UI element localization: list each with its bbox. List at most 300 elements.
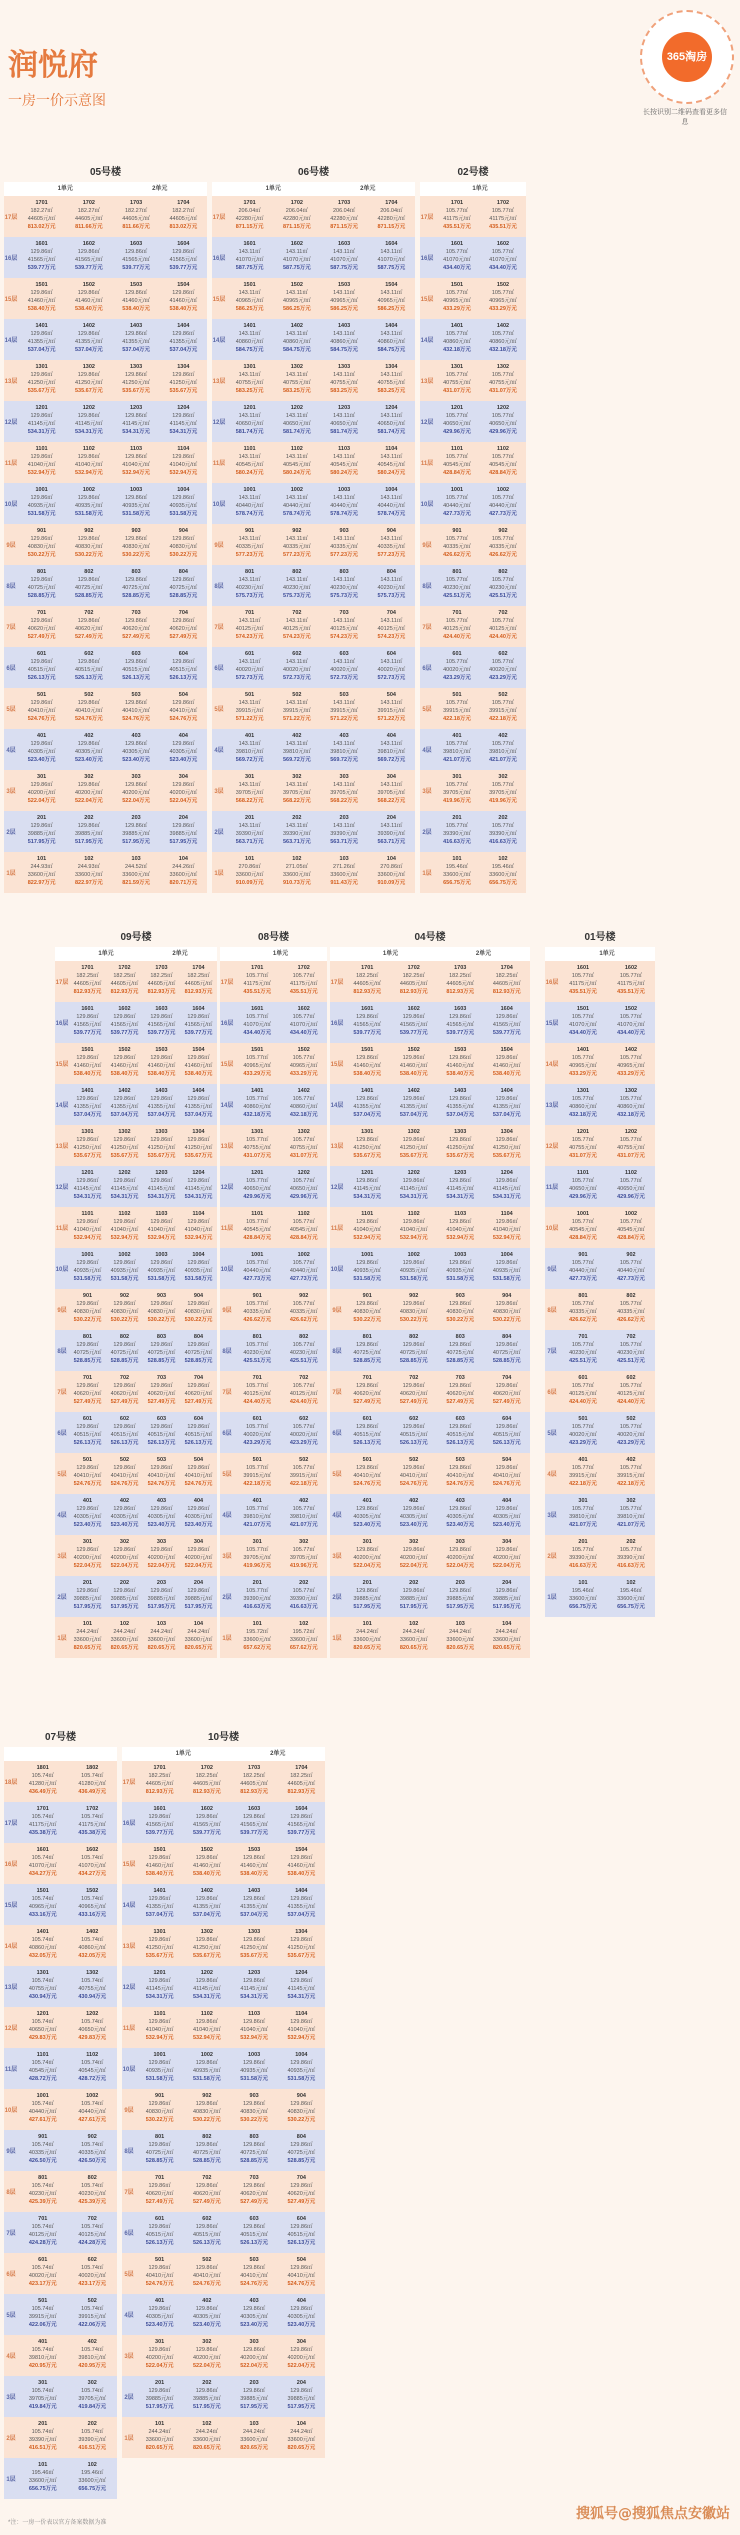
- unit-cell[interactable]: [143, 1166, 180, 1207]
- unit-cell[interactable]: [226, 483, 273, 524]
- unit-cell[interactable]: [281, 1125, 328, 1166]
- unit-cell[interactable]: [143, 1412, 180, 1453]
- unit-cell[interactable]: [480, 442, 526, 483]
- unit-cell[interactable]: [434, 606, 480, 647]
- unit-cell[interactable]: [226, 688, 273, 729]
- unit-cell[interactable]: [180, 1207, 217, 1248]
- unit-cell[interactable]: [69, 1453, 106, 1494]
- unit-cell[interactable]: [281, 1289, 328, 1330]
- unit-cell[interactable]: [113, 237, 160, 278]
- unit-cell[interactable]: [136, 2048, 183, 2089]
- unit-cell[interactable]: [484, 1453, 531, 1494]
- unit-cell[interactable]: [69, 1084, 106, 1125]
- unit-cell[interactable]: [484, 1125, 531, 1166]
- unit-cell[interactable]: [484, 1535, 531, 1576]
- unit-cell[interactable]: [234, 1576, 281, 1617]
- unit-cell[interactable]: [160, 647, 207, 688]
- unit-cell[interactable]: [106, 1289, 143, 1330]
- unit-cell[interactable]: [143, 1002, 180, 1043]
- unit-cell[interactable]: [18, 770, 65, 811]
- unit-cell[interactable]: [321, 360, 368, 401]
- unit-cell[interactable]: [273, 278, 320, 319]
- unit-cell[interactable]: [344, 1330, 391, 1371]
- unit-cell[interactable]: [234, 1084, 281, 1125]
- unit-cell[interactable]: [281, 1248, 328, 1289]
- unit-cell[interactable]: [321, 483, 368, 524]
- unit-cell[interactable]: [559, 1043, 607, 1084]
- unit-cell[interactable]: [559, 1084, 607, 1125]
- unit-cell[interactable]: [273, 524, 320, 565]
- unit-cell[interactable]: [344, 1371, 391, 1412]
- unit-cell[interactable]: [437, 1453, 484, 1494]
- unit-cell[interactable]: [68, 2212, 118, 2253]
- unit-cell[interactable]: [226, 770, 273, 811]
- unit-cell[interactable]: [321, 647, 368, 688]
- unit-cell[interactable]: [559, 1371, 607, 1412]
- unit-cell[interactable]: [391, 1002, 438, 1043]
- unit-cell[interactable]: [434, 278, 480, 319]
- unit-cell[interactable]: [231, 2089, 278, 2130]
- unit-cell[interactable]: [106, 1412, 143, 1453]
- unit-cell[interactable]: [344, 961, 391, 1002]
- unit-cell[interactable]: [65, 852, 112, 893]
- unit-cell[interactable]: [65, 688, 112, 729]
- unit-cell[interactable]: [68, 2007, 118, 2048]
- unit-cell[interactable]: [344, 1084, 391, 1125]
- unit-cell[interactable]: [480, 852, 526, 893]
- unit-cell[interactable]: [18, 852, 65, 893]
- unit-cell[interactable]: [434, 442, 480, 483]
- unit-cell[interactable]: [160, 565, 207, 606]
- unit-cell[interactable]: [278, 2171, 325, 2212]
- unit-cell[interactable]: [321, 852, 368, 893]
- unit-cell[interactable]: [18, 2335, 68, 2376]
- unit-cell[interactable]: [391, 1453, 438, 1494]
- unit-cell[interactable]: [391, 1330, 438, 1371]
- unit-cell[interactable]: [273, 401, 320, 442]
- unit-cell[interactable]: [136, 1966, 183, 2007]
- unit-cell[interactable]: [231, 2212, 278, 2253]
- unit-cell[interactable]: [278, 2130, 325, 2171]
- unit-cell[interactable]: [68, 2335, 118, 2376]
- unit-cell[interactable]: [183, 2171, 230, 2212]
- unit-cell[interactable]: [434, 729, 480, 770]
- unit-cell[interactable]: [368, 729, 415, 770]
- unit-cell[interactable]: [278, 1802, 325, 1843]
- unit-cell[interactable]: [180, 1576, 217, 1617]
- unit-cell[interactable]: [273, 442, 320, 483]
- unit-cell[interactable]: [160, 196, 207, 237]
- unit-cell[interactable]: [226, 852, 273, 893]
- unit-cell[interactable]: [437, 1002, 484, 1043]
- unit-cell[interactable]: [368, 442, 415, 483]
- unit-cell[interactable]: [69, 1207, 106, 1248]
- unit-cell[interactable]: [234, 1002, 281, 1043]
- unit-cell[interactable]: [18, 196, 65, 237]
- unit-cell[interactable]: [226, 196, 273, 237]
- qr-code[interactable]: [640, 10, 730, 128]
- unit-cell[interactable]: [69, 1371, 106, 1412]
- unit-cell[interactable]: [273, 360, 320, 401]
- unit-cell[interactable]: [391, 1207, 438, 1248]
- unit-cell[interactable]: [18, 647, 65, 688]
- unit-cell[interactable]: [143, 1617, 180, 1658]
- unit-cell[interactable]: [234, 1166, 281, 1207]
- unit-cell[interactable]: [344, 1207, 391, 1248]
- unit-cell[interactable]: [226, 729, 273, 770]
- unit-cell[interactable]: [106, 1166, 143, 1207]
- unit-cell[interactable]: [65, 770, 112, 811]
- unit-cell[interactable]: [273, 196, 320, 237]
- unit-cell[interactable]: [368, 524, 415, 565]
- unit-cell[interactable]: [559, 1289, 607, 1330]
- unit-cell[interactable]: [607, 1412, 655, 1453]
- unit-cell[interactable]: [321, 319, 368, 360]
- unit-cell[interactable]: [434, 647, 480, 688]
- unit-cell[interactable]: [480, 278, 526, 319]
- unit-cell[interactable]: [113, 770, 160, 811]
- unit-cell[interactable]: [273, 729, 320, 770]
- unit-cell[interactable]: [113, 852, 160, 893]
- unit-cell[interactable]: [234, 1453, 281, 1494]
- unit-cell[interactable]: [106, 1371, 143, 1412]
- unit-cell[interactable]: [480, 196, 526, 237]
- unit-cell[interactable]: [484, 961, 531, 1002]
- unit-cell[interactable]: [69, 1576, 106, 1617]
- unit-cell[interactable]: [281, 1453, 328, 1494]
- unit-cell[interactable]: [607, 1248, 655, 1289]
- unit-cell[interactable]: [321, 401, 368, 442]
- unit-cell[interactable]: [136, 2376, 183, 2417]
- unit-cell[interactable]: [160, 688, 207, 729]
- unit-cell[interactable]: [180, 1084, 217, 1125]
- unit-cell[interactable]: [281, 1084, 328, 1125]
- unit-cell[interactable]: [231, 2253, 278, 2294]
- unit-cell[interactable]: [143, 1453, 180, 1494]
- unit-cell[interactable]: [106, 1002, 143, 1043]
- unit-cell[interactable]: [273, 237, 320, 278]
- unit-cell[interactable]: [437, 1084, 484, 1125]
- unit-cell[interactable]: [278, 1884, 325, 1925]
- unit-cell[interactable]: [368, 565, 415, 606]
- unit-cell[interactable]: [480, 688, 526, 729]
- unit-cell[interactable]: [160, 852, 207, 893]
- unit-cell[interactable]: [136, 2253, 183, 2294]
- unit-cell[interactable]: [434, 237, 480, 278]
- unit-cell[interactable]: [136, 2417, 183, 2458]
- unit-cell[interactable]: [106, 961, 143, 1002]
- unit-cell[interactable]: [18, 2007, 68, 2048]
- unit-cell[interactable]: [231, 1802, 278, 1843]
- unit-cell[interactable]: [65, 729, 112, 770]
- unit-cell[interactable]: [480, 606, 526, 647]
- unit-cell[interactable]: [160, 319, 207, 360]
- unit-cell[interactable]: [368, 852, 415, 893]
- unit-cell[interactable]: [113, 360, 160, 401]
- unit-cell[interactable]: [484, 1330, 531, 1371]
- unit-cell[interactable]: [136, 2294, 183, 2335]
- unit-cell[interactable]: [484, 1002, 531, 1043]
- unit-cell[interactable]: [278, 2048, 325, 2089]
- unit-cell[interactable]: [391, 1371, 438, 1412]
- unit-cell[interactable]: [281, 1371, 328, 1412]
- unit-cell[interactable]: [180, 1330, 217, 1371]
- unit-cell[interactable]: [559, 1535, 607, 1576]
- unit-cell[interactable]: [183, 1966, 230, 2007]
- unit-cell[interactable]: [484, 1166, 531, 1207]
- unit-cell[interactable]: [231, 1761, 278, 1802]
- unit-cell[interactable]: [106, 1617, 143, 1658]
- unit-cell[interactable]: [368, 606, 415, 647]
- unit-cell[interactable]: [69, 1412, 106, 1453]
- unit-cell[interactable]: [69, 1248, 106, 1289]
- unit-cell[interactable]: [368, 401, 415, 442]
- unit-cell[interactable]: [18, 2048, 68, 2089]
- unit-cell[interactable]: [607, 1002, 655, 1043]
- unit-cell[interactable]: [69, 1043, 106, 1084]
- unit-cell[interactable]: [344, 1494, 391, 1535]
- unit-cell[interactable]: [434, 483, 480, 524]
- unit-cell[interactable]: [281, 1617, 328, 1658]
- unit-cell[interactable]: [484, 1617, 531, 1658]
- unit-cell[interactable]: [368, 688, 415, 729]
- unit-cell[interactable]: [368, 811, 415, 852]
- unit-cell[interactable]: [278, 2253, 325, 2294]
- unit-cell[interactable]: [278, 2294, 325, 2335]
- unit-cell[interactable]: [183, 2212, 230, 2253]
- unit-cell[interactable]: [231, 2294, 278, 2335]
- unit-cell[interactable]: [69, 1535, 106, 1576]
- unit-cell[interactable]: [480, 729, 526, 770]
- unit-cell[interactable]: [607, 1371, 655, 1412]
- unit-cell[interactable]: [69, 1330, 106, 1371]
- unit-cell[interactable]: [136, 2007, 183, 2048]
- unit-cell[interactable]: [69, 1166, 106, 1207]
- unit-cell[interactable]: [273, 606, 320, 647]
- unit-cell[interactable]: [391, 1576, 438, 1617]
- unit-cell[interactable]: [106, 1453, 143, 1494]
- unit-cell[interactable]: [18, 2130, 68, 2171]
- unit-cell[interactable]: [160, 237, 207, 278]
- unit-cell[interactable]: [344, 1535, 391, 1576]
- unit-cell[interactable]: [273, 565, 320, 606]
- unit-cell[interactable]: [559, 1002, 607, 1043]
- unit-cell[interactable]: [391, 1084, 438, 1125]
- unit-cell[interactable]: [281, 1002, 328, 1043]
- unit-cell[interactable]: [113, 729, 160, 770]
- unit-cell[interactable]: [18, 2212, 68, 2253]
- unit-cell[interactable]: [65, 237, 112, 278]
- unit-cell[interactable]: [136, 2212, 183, 2253]
- unit-cell[interactable]: [437, 1494, 484, 1535]
- unit-cell[interactable]: [437, 1166, 484, 1207]
- unit-cell[interactable]: [281, 1166, 328, 1207]
- unit-cell[interactable]: [559, 1166, 607, 1207]
- unit-cell[interactable]: [18, 2417, 68, 2458]
- unit-cell[interactable]: [68, 2089, 118, 2130]
- unit-cell[interactable]: [65, 606, 112, 647]
- unit-cell[interactable]: [480, 483, 526, 524]
- unit-cell[interactable]: [281, 1043, 328, 1084]
- unit-cell[interactable]: [180, 1248, 217, 1289]
- unit-cell[interactable]: [321, 524, 368, 565]
- unit-cell[interactable]: [281, 1494, 328, 1535]
- unit-cell[interactable]: [106, 1330, 143, 1371]
- unit-cell[interactable]: [437, 1576, 484, 1617]
- unit-cell[interactable]: [559, 1207, 607, 1248]
- unit-cell[interactable]: [68, 2417, 118, 2458]
- unit-cell[interactable]: [106, 1576, 143, 1617]
- unit-cell[interactable]: [18, 360, 65, 401]
- unit-cell[interactable]: [480, 360, 526, 401]
- unit-cell[interactable]: [234, 1371, 281, 1412]
- unit-cell[interactable]: [434, 852, 480, 893]
- unit-cell[interactable]: [18, 401, 65, 442]
- unit-cell[interactable]: [437, 1371, 484, 1412]
- unit-cell[interactable]: [18, 237, 65, 278]
- unit-cell[interactable]: [484, 1084, 531, 1125]
- unit-cell[interactable]: [607, 1166, 655, 1207]
- unit-cell[interactable]: [391, 1248, 438, 1289]
- unit-cell[interactable]: [281, 1330, 328, 1371]
- unit-cell[interactable]: [321, 278, 368, 319]
- unit-cell[interactable]: [437, 1125, 484, 1166]
- unit-cell[interactable]: [437, 961, 484, 1002]
- unit-cell[interactable]: [281, 1207, 328, 1248]
- unit-cell[interactable]: [231, 1925, 278, 1966]
- unit-cell[interactable]: [69, 961, 106, 1002]
- unit-cell[interactable]: [607, 1289, 655, 1330]
- unit-cell[interactable]: [143, 1535, 180, 1576]
- unit-cell[interactable]: [344, 1248, 391, 1289]
- unit-cell[interactable]: [278, 2007, 325, 2048]
- unit-cell[interactable]: [480, 524, 526, 565]
- unit-cell[interactable]: [180, 1166, 217, 1207]
- unit-cell[interactable]: [607, 1125, 655, 1166]
- unit-cell[interactable]: [180, 961, 217, 1002]
- unit-cell[interactable]: [437, 1412, 484, 1453]
- unit-cell[interactable]: [160, 811, 207, 852]
- unit-cell[interactable]: [559, 1248, 607, 1289]
- unit-cell[interactable]: [18, 729, 65, 770]
- unit-cell[interactable]: [437, 1289, 484, 1330]
- unit-cell[interactable]: [183, 2376, 230, 2417]
- unit-cell[interactable]: [278, 2335, 325, 2376]
- unit-cell[interactable]: [113, 196, 160, 237]
- unit-cell[interactable]: [136, 1761, 183, 1802]
- unit-cell[interactable]: [18, 688, 65, 729]
- unit-cell[interactable]: [231, 2007, 278, 2048]
- unit-cell[interactable]: [391, 1289, 438, 1330]
- unit-cell[interactable]: [18, 606, 65, 647]
- unit-cell[interactable]: [484, 1412, 531, 1453]
- unit-cell[interactable]: [344, 1043, 391, 1084]
- unit-cell[interactable]: [183, 2007, 230, 2048]
- unit-cell[interactable]: [391, 1617, 438, 1658]
- unit-cell[interactable]: [143, 1576, 180, 1617]
- unit-cell[interactable]: [480, 770, 526, 811]
- unit-cell[interactable]: [183, 2417, 230, 2458]
- unit-cell[interactable]: [143, 1084, 180, 1125]
- unit-cell[interactable]: [278, 2089, 325, 2130]
- unit-cell[interactable]: [344, 1289, 391, 1330]
- unit-cell[interactable]: [607, 1453, 655, 1494]
- unit-cell[interactable]: [18, 319, 65, 360]
- unit-cell[interactable]: [180, 1289, 217, 1330]
- unit-cell[interactable]: [18, 2171, 68, 2212]
- unit-cell[interactable]: [231, 2376, 278, 2417]
- unit-cell[interactable]: [160, 442, 207, 483]
- unit-cell[interactable]: [607, 1535, 655, 1576]
- unit-cell[interactable]: [278, 1966, 325, 2007]
- unit-cell[interactable]: [68, 2294, 118, 2335]
- unit-cell[interactable]: [226, 319, 273, 360]
- unit-cell[interactable]: [321, 237, 368, 278]
- unit-cell[interactable]: [106, 1084, 143, 1125]
- unit-cell[interactable]: [234, 1412, 281, 1453]
- unit-cell[interactable]: [321, 688, 368, 729]
- unit-cell[interactable]: [281, 1535, 328, 1576]
- unit-cell[interactable]: [437, 1617, 484, 1658]
- unit-cell[interactable]: [18, 2089, 68, 2130]
- unit-cell[interactable]: [484, 1248, 531, 1289]
- unit-cell[interactable]: [18, 1802, 68, 1843]
- unit-cell[interactable]: [434, 770, 480, 811]
- unit-cell[interactable]: [136, 2171, 183, 2212]
- unit-cell[interactable]: [143, 1207, 180, 1248]
- unit-cell[interactable]: [559, 961, 607, 1002]
- unit-cell[interactable]: [344, 1166, 391, 1207]
- unit-cell[interactable]: [18, 565, 65, 606]
- unit-cell[interactable]: [231, 2171, 278, 2212]
- unit-cell[interactable]: [18, 2253, 68, 2294]
- unit-cell[interactable]: [273, 852, 320, 893]
- unit-cell[interactable]: [321, 196, 368, 237]
- unit-cell[interactable]: [143, 1330, 180, 1371]
- unit-cell[interactable]: [273, 811, 320, 852]
- unit-cell[interactable]: [607, 1576, 655, 1617]
- unit-cell[interactable]: [480, 811, 526, 852]
- unit-cell[interactable]: [18, 483, 65, 524]
- unit-cell[interactable]: [278, 1761, 325, 1802]
- unit-cell[interactable]: [65, 319, 112, 360]
- unit-cell[interactable]: [321, 811, 368, 852]
- unit-cell[interactable]: [391, 1494, 438, 1535]
- unit-cell[interactable]: [434, 401, 480, 442]
- unit-cell[interactable]: [559, 1453, 607, 1494]
- unit-cell[interactable]: [160, 401, 207, 442]
- unit-cell[interactable]: [226, 811, 273, 852]
- unit-cell[interactable]: [368, 360, 415, 401]
- unit-cell[interactable]: [180, 1535, 217, 1576]
- unit-cell[interactable]: [234, 1494, 281, 1535]
- unit-cell[interactable]: [273, 688, 320, 729]
- unit-cell[interactable]: [231, 1884, 278, 1925]
- unit-cell[interactable]: [136, 2335, 183, 2376]
- unit-cell[interactable]: [68, 1761, 118, 1802]
- unit-cell[interactable]: [234, 1289, 281, 1330]
- unit-cell[interactable]: [68, 2171, 118, 2212]
- unit-cell[interactable]: [368, 647, 415, 688]
- unit-cell[interactable]: [68, 2458, 118, 2499]
- unit-cell[interactable]: [480, 319, 526, 360]
- unit-cell[interactable]: [143, 1371, 180, 1412]
- unit-cell[interactable]: [480, 237, 526, 278]
- unit-cell[interactable]: [607, 1330, 655, 1371]
- unit-cell[interactable]: [180, 1371, 217, 1412]
- unit-cell[interactable]: [113, 647, 160, 688]
- unit-cell[interactable]: [480, 647, 526, 688]
